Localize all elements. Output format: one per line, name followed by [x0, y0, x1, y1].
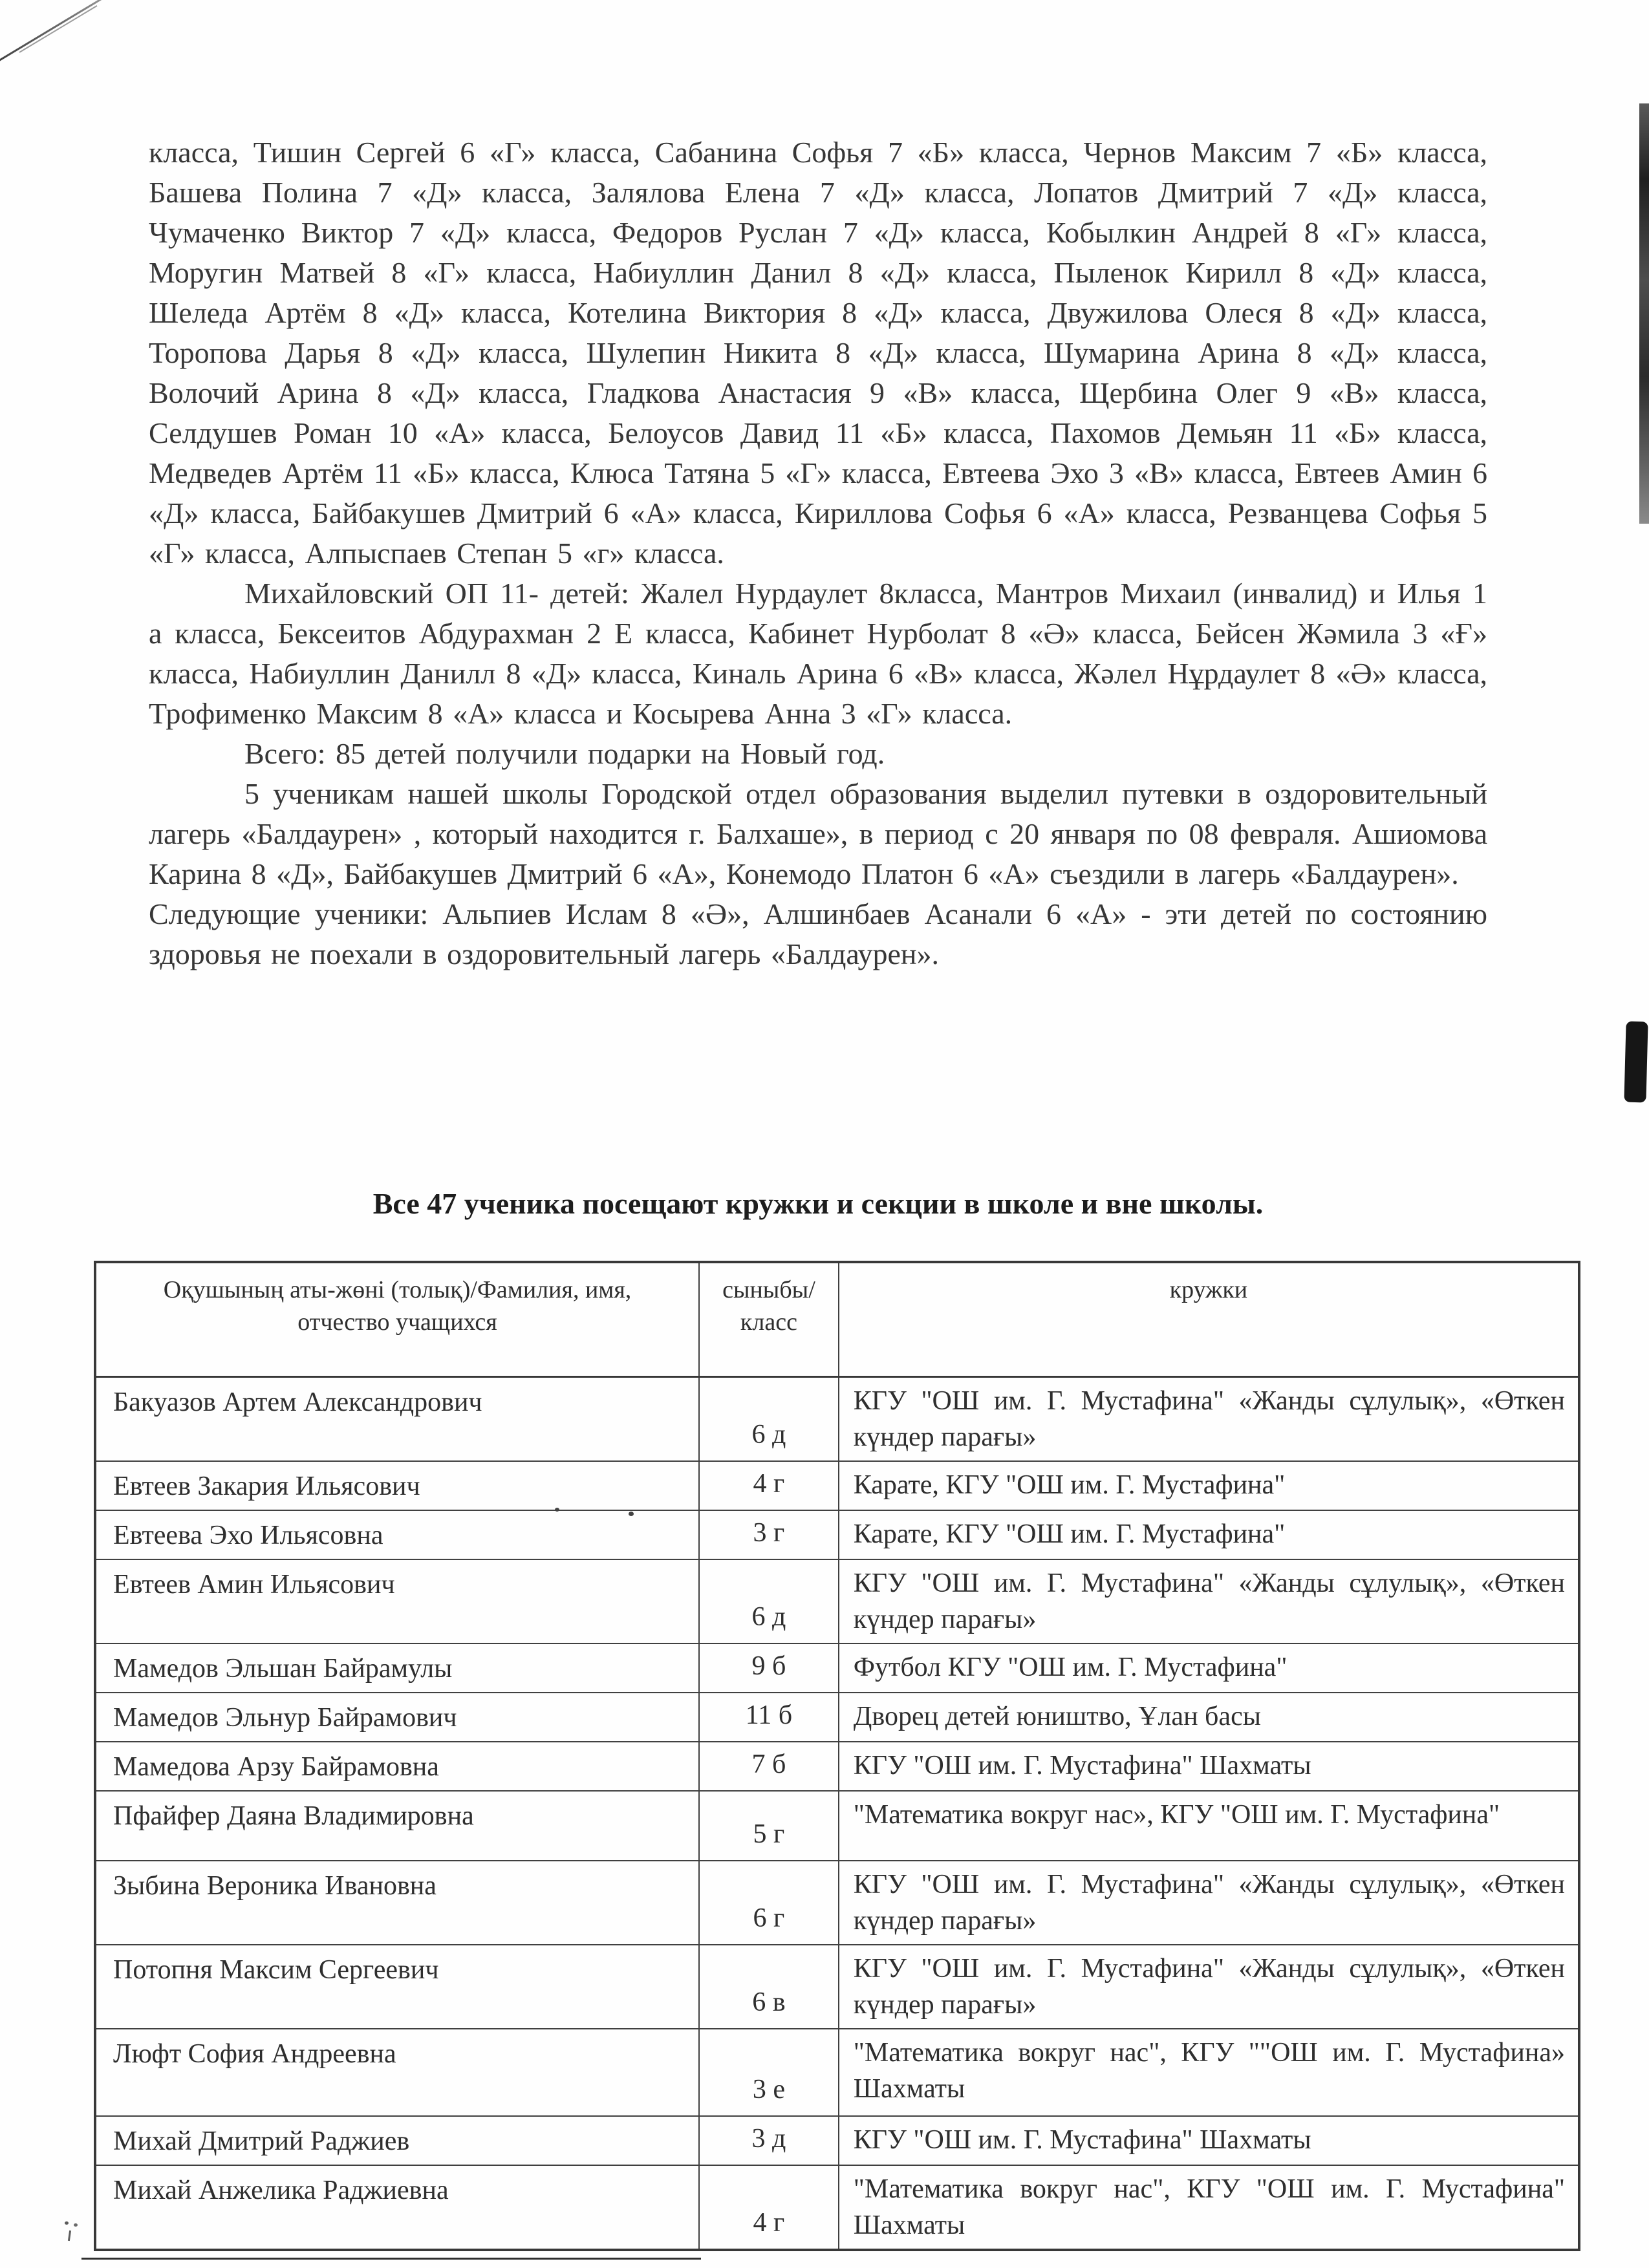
scan-edge-mark-artifact [1624, 1022, 1648, 1103]
student-name-cell: Потопня Максим Сергеевич [95, 1945, 699, 2029]
paragraph-camp-baldauren: 5 ученикам нашей школы Городской отдел образования выделил путевки в оздоровительный лагерь «Балдаурен» , который находится г. Балхаше», в период с 20 января по 08 февраля. Ашиомова Карина 8 «Д», Байбакушев Дмитрий 6 «А», Конемодо Платон 6 «А» съездили в лагерь «Балдаурен». [149, 777, 1487, 890]
table-row [95, 2029, 1579, 2116]
clubs-cell: "Математика вокруг нас», КГУ "ОШ им. Г. Мустафина" [839, 1791, 1579, 1861]
class-cell: 6 д [699, 1559, 839, 1643]
class-cell: 9 б [699, 1643, 839, 1693]
class-cell: 5 г [699, 1791, 839, 1861]
paragraph-total-gifts: Всего: 85 детей получили подарки на Новый год. [244, 737, 885, 770]
clubs-cell: Карате, КГУ "ОШ им. Г. Мустафина" [839, 1510, 1579, 1559]
clubs-cell: Дворец детей юништво, Ұлан басы [839, 1693, 1579, 1742]
clubs-cell: КГУ "ОШ им. Г. Мустафина" «Жанды сұлулық», «Өткен күндер парағы» [839, 1559, 1579, 1643]
column-header-class: сыныбы/ класс [699, 1262, 839, 1377]
paragraph-gift-recipients-continuation: класса, Тишин Сергей 6 «Г» класса, Сабанина Софья 7 «Б» класса, Чернов Максим 7 «Б» класса, Башева Полина 7 «Д» класса, Залялова Елена 7 «Д» класса, Лопатов Дмитрий 7 «Д» класса, Чумаченко Виктор 7 «Д» класса, Федоров Руслан 7 «Д» класса, Кобылкин Андрей 8 «Г» класса, Моругин Матвей 8 «Г» класса, Набиуллин Данил 8 «Д» класса, Пыленок Кирилл 8 «Д» класса, Шеледа Артём 8 «Д» класса, Котелина Виктория 8 «Д» класса, Двужилова Олеся 8 «Д» класса, Торопова Дарья 8 «Д» класса, Шулепин Никита 8 «Д» класса, Шумарина Арина 8 «Д» класса, Волочий Арина 8 «Д» класса, Гладкова Анастасия 9 «В» класса, Щербина Олег 9 «В» класса, Селдушев Роман 10 «А» класса, Белоусов Давид 11 «Б» класса, Пахомов Демьян 11 «Б» класса, Медведев Артём 11 «Б» класса, Клюса Татяна 5 «Г» класса, Евтеева Эхо 3 «В» класса, Евтеев Амин 6 «Д» класса, Байбакушев Дмитрий 6 «А» класса, Кириллова Софья 6 «А» класса, Резванцева Софья 5 «Г» класса, Алпыспаев Степан 5 «г» класса. [149, 136, 1487, 570]
body-text-block [149, 133, 1487, 974]
table-row [95, 1643, 1579, 1693]
clubs-cell: КГУ "ОШ им. Г. Мустафина" «Жанды сұлулық», «Өткен күндер парағы» [839, 1377, 1579, 1462]
clubs-cell: КГУ "ОШ им. Г. Мустафина" Шахматы [839, 1742, 1579, 1791]
clubs-cell: КГУ "ОШ им. Г. Мустафина" «Жанды сұлулық», «Өткен күндер парағы» [839, 1861, 1579, 1945]
clubs-cell: Футбол КГУ "ОШ им. Г. Мустафина" [839, 1643, 1579, 1693]
scan-diagonal-line-artifact [0, 0, 109, 64]
student-name-cell: Евтеев Закария Ильясович [95, 1461, 699, 1510]
students-clubs-table [94, 1261, 1580, 2251]
clubs-cell: Карате, КГУ "ОШ им. Г. Мустафина" [839, 1461, 1579, 1510]
table-row [95, 2165, 1579, 2250]
table-row [95, 1861, 1579, 1945]
student-name-cell: Евтеева Эхо Ильясовна [95, 1510, 699, 1559]
table-row [95, 1693, 1579, 1742]
scan-mark-artifact [65, 2221, 69, 2225]
class-cell: 4 г [699, 2165, 839, 2250]
scan-mark-artifact [74, 2223, 78, 2227]
paragraph-mikhailovsky-op: Михайловский ОП 11- детей: Жалел Нурдаулет 8класса, Мантров Михаил (инвалид) и Илья 1 а класса, Бексеитов Абдурахман 2 Е класса, Кабинет Нурболат 8 «Ә» класса, Бейсен Жәмила 3 «Ғ» класса, Набиуллин Данилл 8 «Д» класса, Киналь Арина 6 «В» класса, Жәлел Нұрдаулет 8 «Ә» класса, Трофименко Максим 8 «А» класса и Косырева Анна 3 «Г» класса. [149, 577, 1487, 730]
scan-edge-shadow-artifact [1639, 103, 1649, 524]
class-cell: 3 д [699, 2116, 839, 2165]
scan-mark-artifact [68, 2231, 71, 2241]
table-header-row [95, 1262, 1579, 1377]
clubs-cell: КГУ "ОШ им. Г. Мустафина" Шахматы [839, 2116, 1579, 2165]
student-name-cell: Мамедова Арзу Байрамовна [95, 1742, 699, 1791]
clubs-cell: КГУ "ОШ им. Г. Мустафина" «Жанды сұлулық», «Өткен күндер парағы» [839, 1945, 1579, 2029]
class-cell: 7 б [699, 1742, 839, 1791]
class-cell: 4 г [699, 1461, 839, 1510]
table-row [95, 1510, 1579, 1559]
student-name-cell: Михай Дмитрий Раджиев [95, 2116, 699, 2165]
student-name-cell: Пфайфер Даяна Владимировна [95, 1791, 699, 1861]
clubs-cell: "Математика вокруг нас", КГУ "ОШ им. Г. Мустафина" Шахматы [839, 2165, 1579, 2250]
class-cell: 11 б [699, 1693, 839, 1742]
student-name-cell: Мамедов Эльшан Байрамулы [95, 1643, 699, 1693]
table-row [95, 1791, 1579, 1861]
table-row [95, 1377, 1579, 1462]
table-row [95, 1742, 1579, 1791]
student-name-cell: Зыбина Вероника Ивановна [95, 1861, 699, 1945]
student-name-cell: Бакуазов Артем Александрович [95, 1377, 699, 1462]
scan-diagonal-line-artifact [19, 5, 97, 53]
column-header-student-name: Оқушының аты-жөні (толық)/Фамилия, имя, отчество учащихся [95, 1262, 699, 1377]
table-row [95, 1461, 1579, 1510]
student-name-cell: Михай Анжелика Раджиевна [95, 2165, 699, 2250]
column-header-clubs: кружки [839, 1262, 1579, 1377]
class-cell: 6 д [699, 1377, 839, 1462]
class-cell: 3 е [699, 2029, 839, 2116]
table-row [95, 1945, 1579, 2029]
class-cell: 6 г [699, 1861, 839, 1945]
class-cell: 6 в [699, 1945, 839, 2029]
scan-bottom-line-artifact [81, 2258, 701, 2260]
clubs-cell: "Математика вокруг нас", КГУ ""ОШ им. Г. Мустафина» Шахматы [839, 2029, 1579, 2116]
student-name-cell: Евтеев Амин Ильясович [95, 1559, 699, 1643]
student-name-cell: Мамедов Эльнур Байрамович [95, 1693, 699, 1742]
table-row [95, 2116, 1579, 2165]
student-name-cell: Люфт София Андреевна [95, 2029, 699, 2116]
table-row [95, 1559, 1579, 1643]
clubs-summary-heading: Все 47 ученика посещают кружки и секции в школе и вне школы. [372, 1187, 1264, 1220]
class-cell: 3 г [699, 1510, 839, 1559]
paragraph-not-attended: Следующие ученики: Альпиев Ислам 8 «Ә», Алшинбаев Асанали 6 «А» - эти детей по состоянию здоровья не поехали в оздоровительный лагерь «Балдаурен». [149, 897, 1487, 970]
